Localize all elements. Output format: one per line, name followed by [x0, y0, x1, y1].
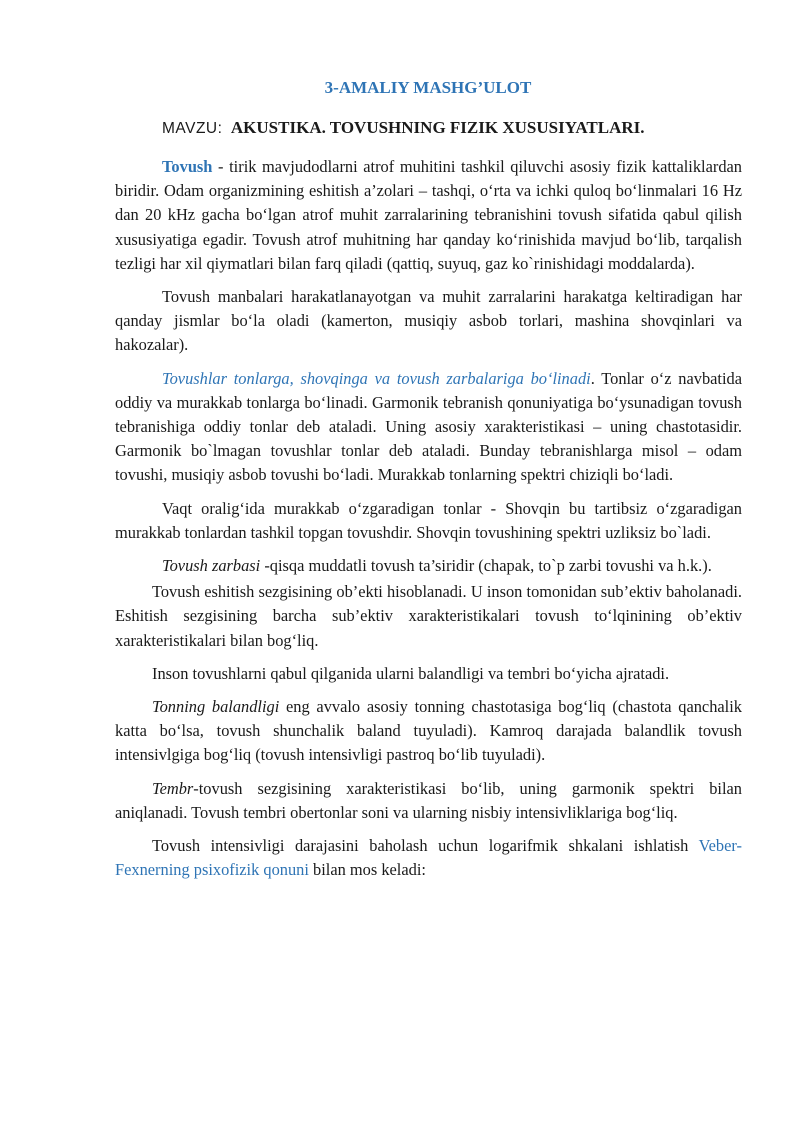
paragraph-text: - tirik mavjudodlarni atrof muhitini tashkil qiluvchi asosiy fizik kattaliklardan biridir. Odam organizmining eshitish a’zolari – tashqi, o‘rta va ichki quloq bo‘linmalari 16 Hz dan 20 kHz gacha bo‘lgan atrof muhit zarralarining tebranishini tovush sifatida qabul qilish xususiyatiga egadir. Tovush atrof muhitning har qanday ko‘rinishida mavjud bo‘lib, tarqalish tezligi har xil qiymatlari bilan farq qiladi (qattiq, suyuq, gaz ko`rinishidagi moddalarda).	[115, 157, 742, 273]
term-tovush-turlari: Tovushlar tonlarga, shovqinga va tovush zarbalariga bo‘linadi	[162, 368, 591, 388]
document-title: 3-AMALIY MASHG’ULOT	[324, 78, 532, 97]
term-tonning-balandligi: Tonning balandligi	[152, 697, 280, 717]
paragraph-text: Tovush intensivligi darajasini baholash uchun logarifmik shkalani ishlatish	[152, 836, 699, 856]
paragraph-9	[115, 777, 742, 825]
paragraph-2	[115, 285, 742, 358]
paragraph-text: bilan mos keladi:	[308, 860, 426, 880]
topic-label: MAVZU:	[162, 120, 223, 137]
paragraph-5	[115, 554, 742, 578]
paragraph-8	[115, 695, 742, 768]
paragraph-text: Inson tovushlarni qabul qilganida ularni balandligi va tembri bo‘yicha ajratadi.	[152, 663, 670, 683]
paragraph-4	[115, 497, 742, 545]
paragraph-text: Tovush eshitish sezgisining ob’ekti hisoblanadi. U inson tomonidan sub’ektiv baholanadi. Eshitish sezgisining barcha sub’ektiv xarakteristikalari tovush to‘lqinining ob’ektiv xarakteristikalari bilan bog‘liq.	[115, 582, 742, 650]
term-tovush: Tovush	[162, 157, 213, 176]
topic-title: AKUSTIKA. TOVUSHNING FIZIK XUSUSIYATLARI.	[230, 118, 645, 137]
term-veber-fexner: Veber-Fexnerning psixofizik qonuni	[115, 836, 742, 880]
paragraph-text: eng avvalo asosiy tonning chastotasiga bog‘liq (chastota qanchalik katta bo‘lsa, tovush shunchalik baland tuyuladi). Kamroq darajada balandlik tovush intensivlgiga bog‘liq (tovush intensivligi pastroq bo‘lib tuyuladi).	[115, 697, 742, 765]
paragraph-6	[115, 580, 742, 653]
paragraph-text: Vaqt oralig‘ida murakkab o‘zgaradigan tonlar - Shovqin bu tartibsiz o‘zgaradigan murakkab tonlardan tashkil topgan tovushdir. Shovqin tovushining spektri uzliksiz bo`ladi.	[115, 498, 742, 542]
paragraph-1	[115, 155, 742, 276]
term-tovush-zarbasi: Tovush zarbasi	[162, 556, 261, 576]
paragraph-text: -qisqa muddatli tovush ta’siridir (chapak, to`p zarbi tovushi va h.k.).	[260, 556, 712, 576]
paragraph-text: Tovush manbalari harakatlanayotgan va muhit zarralarini harakatga keltiradigan har qanday jismlar bo‘la oladi (kamerton, musiqiy asbob torlari, mashina shovqinlari va hakozalar).	[115, 287, 742, 355]
paragraph-7	[115, 662, 742, 686]
term-tembr: Tembr	[152, 778, 194, 798]
paragraph-3	[115, 367, 742, 488]
paragraph-text: -tovush sezgisining xarakteristikasi bo‘lib, uning garmonik spektri bilan aniqlanadi. Tovush tembri obertonlar soni va ularning nisbiy intensivliklariga bog‘liq.	[115, 778, 742, 822]
paragraph-10	[115, 834, 742, 882]
document-body	[115, 155, 742, 891]
paragraph-text: . Tonlar o‘z navbatida oddiy va murakkab tonlarga bo‘linadi. Garmonik tebranish qonuniyatiga bo‘ysunadigan tovush tebranishiga oddiy tonlar deb ataladi. Uning asosiy xarakteristikasi – uning chastotasidir. Garmonik bo`lmagan tovushlar tonlar deb ataladi. Bunday tebranishlarga misol – odam tovushi, musiqiy asbob tovushi bo‘ladi. Murakkab tonlarning spektri chiziqli bo‘ladi.	[115, 368, 742, 485]
topic-line	[162, 116, 645, 141]
